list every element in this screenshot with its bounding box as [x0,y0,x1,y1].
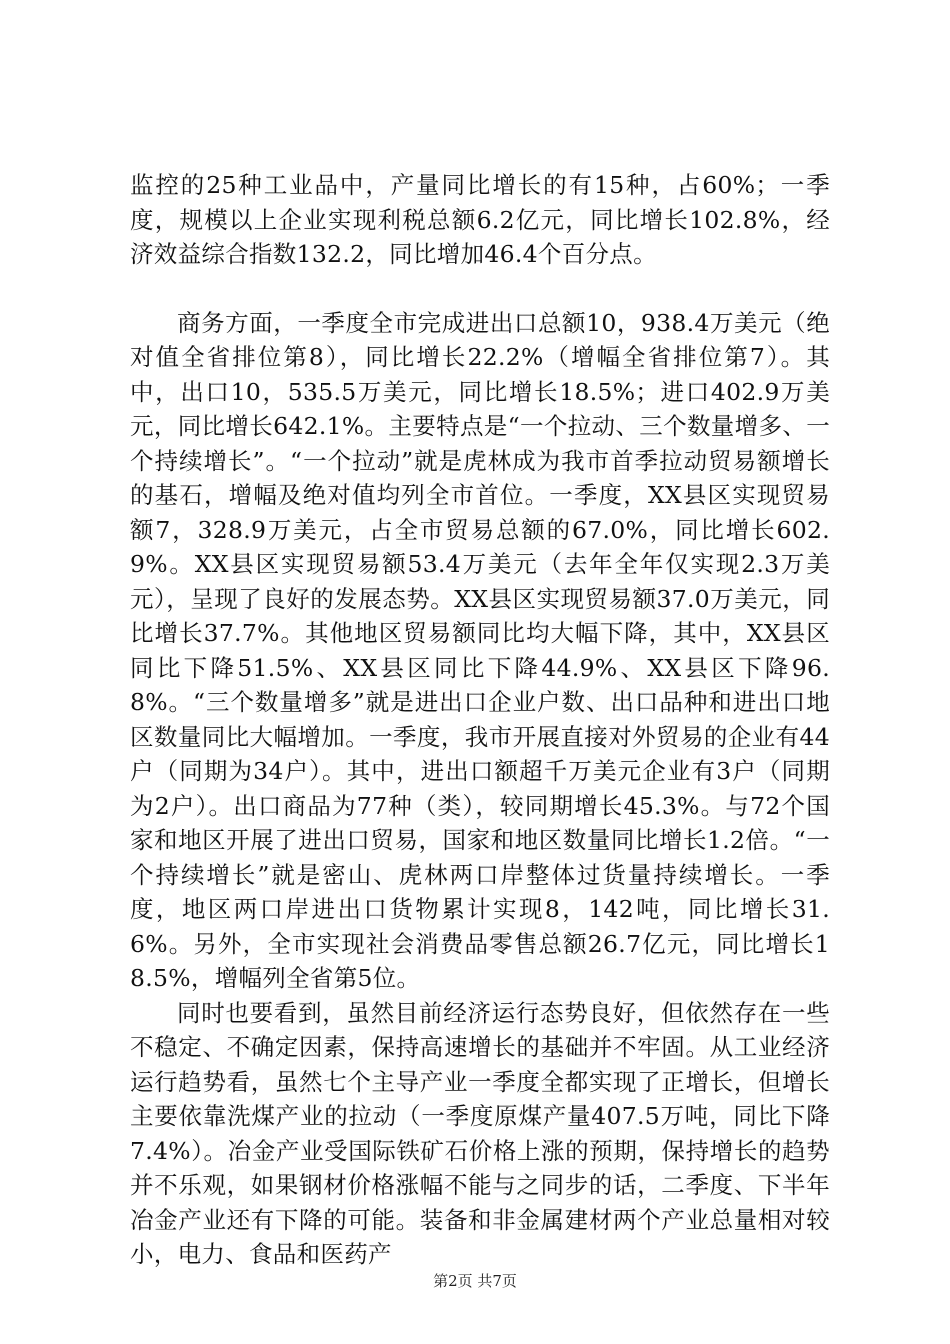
paragraph-commerce: 商务方面，一季度全市完成进出口总额10，938.4万美元（绝对值全省排位第8），同比增长22.2%（增幅全省排位第7）。其中，出口10，535.5万美元，同比增长18.5%；进口402.9万美元，同比增长642.1%。主要特点是“一个拉动、三个数量增多、一个持续增长”。“一个拉动”就是虎林成为我市首季拉动贸易额增长的基石，增幅及绝对值均列全市首位。一季度，XX县区实现贸易额7，328.9万美元，占全市贸易总额的67.0%，同比增长602.9%。XX县区实现贸易额53.4万美元（去年全年仅实现2.3万美元），呈现了良好的发展态势。XX县区实现贸易额37.0万美元，同比增长37.7%。其他地区贸易额同比均大幅下降，其中，XX县区同比下降51.5%、XX县区同比下降44.9%、XX县区下降96.8%。“三个数量增多”就是进出口企业户数、出口品种和进出口地区数量同比大幅增加。一季度，我市开展直接对外贸易的企业有44户（同期为34户）。其中，进出口额超千万美元企业有3户（同期为2户）。出口商品为77种（类），较同期增长45.3%。与72个国家和地区开展了进出口贸易，国家和地区数量同比增长1.2倍。“一个持续增长”就是密山、虎林两口岸整体过货量持续增长。一季度，地区两口岸进出口货物累计实现8，142吨，同比增长31.6%。另外，全市实现社会消费品零售总额26.7亿元，同比增长18.5%，增幅列全省第5位。 [130,308,830,992]
paragraph-gap [130,272,830,306]
paragraph-risks: 同时也要看到，虽然目前经济运行态势良好，但依然存在一些不稳定、不确定因素，保持高速增长的基础并不牢固。从工业经济运行趋势看，虽然七个主导产业一季度全都实现了正增长，但增长主要依靠洗煤产业的拉动（一季度原煤产量407.5万吨，同比下降7.4%）。冶金产业受国际铁矿石价格上涨的预期，保持增长的趋势并不乐观，如果钢材价格涨幅不能与之同步的话，二季度、下半年冶金产业还有下降的可能。装备和非金属建材两个产业总量相对较小，电力、食品和医药产 [130,998,830,1268]
document-body [130,168,830,1272]
page-number-footer: 第2页 共7页 [433,1272,517,1290]
paragraph-industry-continuation: 监控的25种工业品中，产量同比增长的有15种，占60%；一季度，规模以上企业实现利税总额6.2亿元，同比增长102.8%，经济效益综合指数132.2，同比增加46.4个百分点。 [130,171,830,268]
